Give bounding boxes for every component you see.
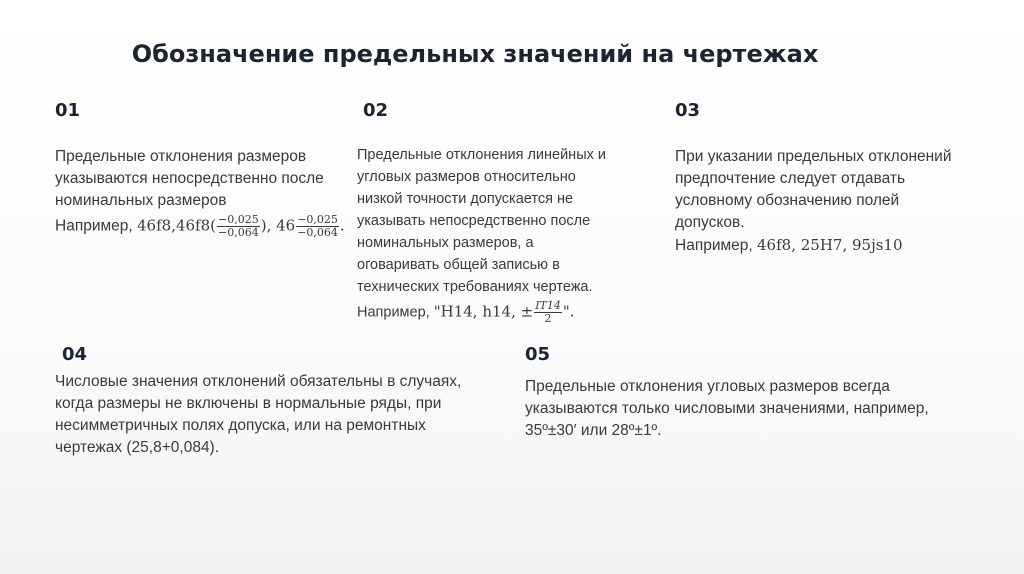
example-label: Например, <box>357 304 430 321</box>
block-04-line: несимметричных полях допуска, или на ремонтных <box>55 417 426 434</box>
block-04-text <box>55 371 461 459</box>
block-05-line: указываются только числовыми значениями, например, <box>525 400 929 417</box>
fraction-lower: −0,064 <box>218 226 259 239</box>
block-02-text <box>357 144 606 325</box>
block-03-line: предпочтение следует отдавать <box>675 170 906 187</box>
block-03-text <box>675 146 952 257</box>
fraction-lower: −0,064 <box>297 226 338 239</box>
block-03-line: допусков. <box>675 214 745 231</box>
block-03-line: При указании предельных отклонений <box>675 148 952 165</box>
example-formula-part: ), 46 <box>260 216 296 235</box>
block-05-line: 35º±30′ или 28º±1º. <box>525 422 662 439</box>
block-01-text <box>55 146 345 239</box>
block-02-line: угловых размеров относительно <box>357 169 576 185</box>
example-formula-end: . <box>339 216 345 235</box>
block-05-number: 05 <box>525 344 551 365</box>
block-01-number: 01 <box>55 100 81 121</box>
tolerance-fraction <box>296 214 339 239</box>
tolerance-fraction <box>217 214 260 239</box>
block-02-line: Предельные отклонения линейных и <box>357 147 606 163</box>
block-01-line: номинальных размеров <box>55 192 227 209</box>
block-02-line: низкой точности допускается не <box>357 191 574 207</box>
fraction-upper: −0,025 <box>218 213 259 226</box>
example-formula-end: ". <box>562 302 575 321</box>
block-01-line: указываются непосредственно после <box>55 170 324 187</box>
block-04-line: чертежах (25,8+0,084). <box>55 439 220 456</box>
example-formula-part: "H14, h14, ± <box>433 302 534 321</box>
block-05-line: Предельные отклонения угловых размеров всегда <box>525 378 890 395</box>
example-label: Например, <box>675 237 753 254</box>
block-01-example <box>55 214 345 239</box>
block-03-line: условному обозначению полей <box>675 192 900 209</box>
block-02-example <box>357 300 606 325</box>
fraction-upper: IT14 <box>535 299 561 312</box>
block-04-number: 04 <box>62 344 88 365</box>
block-02-line: оговаривать общей записью в <box>357 257 560 273</box>
example-values: 46f8, 25H7, 95js10 <box>757 236 903 254</box>
block-03-example <box>675 234 952 257</box>
block-04-line: когда размеры не включены в нормальные ряды, при <box>55 395 442 412</box>
block-02-number: 02 <box>363 100 389 121</box>
tolerance-fraction <box>534 300 562 325</box>
block-02-line: указывать непосредственно после <box>357 213 591 229</box>
fraction-lower: 2 <box>544 312 552 325</box>
example-formula-part: 46f8,46f8( <box>137 216 216 235</box>
block-02-line: номинальных размеров, а <box>357 235 534 251</box>
block-03-number: 03 <box>675 100 701 121</box>
example-label: Например, <box>55 217 133 235</box>
block-05-text <box>525 376 929 442</box>
block-02-line: технических требованиях чертежа. <box>357 279 593 295</box>
page-title: Обозначение предельных значений на чертежах <box>131 40 819 68</box>
block-01-line: Предельные отклонения размеров <box>55 148 307 165</box>
block-04-line: Числовые значения отклонений обязательны в случаях, <box>55 373 462 390</box>
fraction-upper: −0,025 <box>297 213 338 226</box>
